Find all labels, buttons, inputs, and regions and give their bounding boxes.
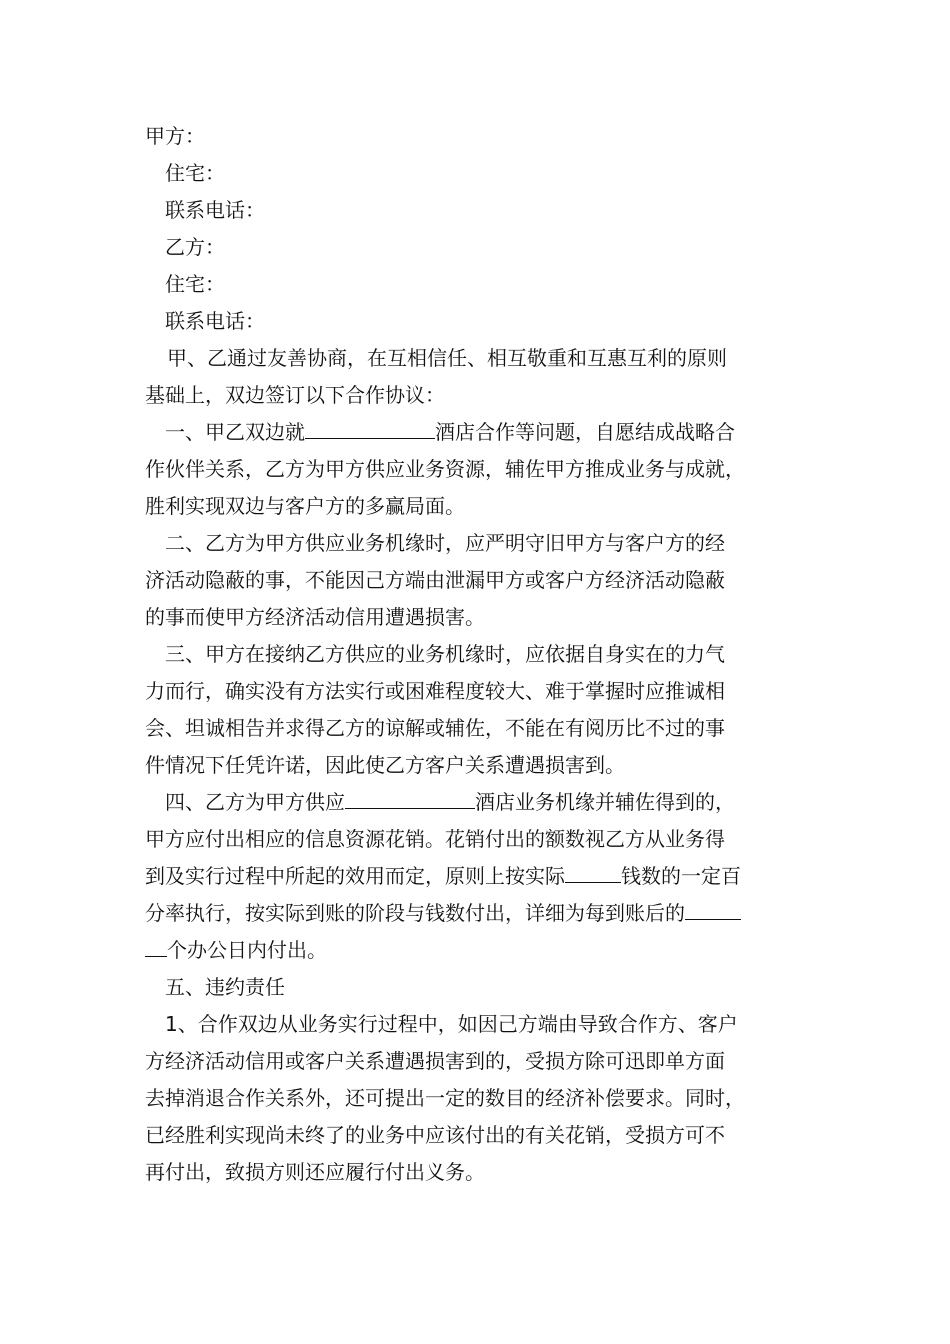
clause-4-text-d: 钱数的一定百 — [621, 864, 741, 888]
clause-1-line-3: 胜利实现双边与客户方的多赢局面。 — [145, 494, 465, 518]
party-a-label: 甲方： — [145, 124, 205, 148]
clause-5-line-4: 已经胜利实现尚未终了的业务中应该付出的有关花销，受损方可不 — [145, 1123, 725, 1147]
clause-3-line-1: 三、甲方在接纳乙方供应的业务机缘时，应依据自身实在的力气 — [165, 642, 725, 666]
clause-1-text-a: 一、甲乙双边就 — [165, 420, 305, 444]
intro-paragraph — [145, 340, 825, 414]
intro-line-1: 甲、乙通过友善协商，在互相信任、相互敬重和互惠互利的原则 — [167, 346, 727, 370]
clause-4-line-2: 甲方应付出相应的信息资源花销。花销付出的额数视乙方从业务得 — [145, 827, 725, 851]
party-b-label: 乙方： — [165, 235, 225, 259]
clause-5-line-2: 方经济活动信用或客户关系遭遇损害到的，受损方除可迅即单方面 — [145, 1049, 725, 1073]
clause-4-line-1 — [145, 784, 825, 821]
clause-2-line-3: 的事而使甲方经济活动信用遭遇损害。 — [145, 605, 485, 629]
clause-4-line-5 — [145, 932, 825, 969]
party-b-phone: 联系电话： — [165, 309, 265, 333]
clause-1-line-2: 作伙伴关系，乙方为甲方供应业务资源，辅佐甲方推成业务与成就， — [145, 457, 745, 481]
clause-2-line-2: 济活动隐蔽的事，不能因己方端由泄漏甲方或客户方经济活动隐蔽 — [145, 568, 725, 592]
intro-line-2: 基础上，双边签订以下合作协议： — [145, 383, 445, 407]
clause-1-text-b: 酒店合作等问题，自愿结成战略合 — [435, 420, 735, 444]
party-a-address: 住宅： — [165, 161, 225, 185]
clause-2-line-1: 二、乙方为甲方供应业务机缘时，应严明守旧甲方与客户方的经 — [165, 531, 725, 555]
clause-4-text-f: 个办公日内付出。 — [167, 938, 327, 962]
clause-3 — [145, 636, 825, 784]
blank-field — [145, 934, 167, 957]
clause-5-title: 五、违约责任 — [165, 975, 285, 999]
clause-2 — [145, 525, 825, 636]
contract-body — [145, 118, 825, 1191]
clause-1-line-1 — [145, 414, 825, 451]
party-b-address: 住宅： — [165, 272, 225, 296]
blank-field — [305, 416, 435, 439]
clause-5-line-5: 再付出，致损方则还应履行付出义务。 — [145, 1160, 485, 1184]
blank-field — [345, 786, 475, 809]
clause-4-line-4 — [145, 895, 825, 932]
clause-3-line-4: 件情况下任凭许诺，因此使乙方客户关系遭遇损害到。 — [145, 753, 625, 777]
blank-field — [685, 897, 741, 920]
clause-4 — [145, 784, 825, 969]
clause-4-text-b: 酒店业务机缘并辅佐得到的， — [475, 790, 735, 814]
clause-3-line-2: 力而行，确实没有方法实行或困难程度较大、难于掌握时应推诚相 — [145, 679, 725, 703]
clause-3-line-3: 会、坦诚相告并求得乙方的谅解或辅佐，不能在有阅历比不过的事 — [145, 716, 725, 740]
clause-5-line-1: 1、合作双边从业务实行过程中，如因己方端由导致合作方、客户 — [165, 1012, 738, 1036]
clause-5-line-3: 去掉消退合作关系外，还可提出一定的数目的经济补偿要求。同时， — [145, 1086, 745, 1110]
clause-1 — [145, 414, 825, 525]
clause-4-text-e: 分率执行，按实际到账的阶段与钱数付出，详细为每到账后的 — [145, 901, 685, 925]
clause-5 — [145, 969, 825, 1191]
clause-4-text-a: 四、乙方为甲方供应 — [165, 790, 345, 814]
clause-4-text-c: 到及实行过程中所起的效用而定，原则上按实际 — [145, 864, 565, 888]
clause-4-line-3 — [145, 858, 825, 895]
party-a-phone: 联系电话： — [165, 198, 265, 222]
blank-field — [565, 860, 621, 883]
